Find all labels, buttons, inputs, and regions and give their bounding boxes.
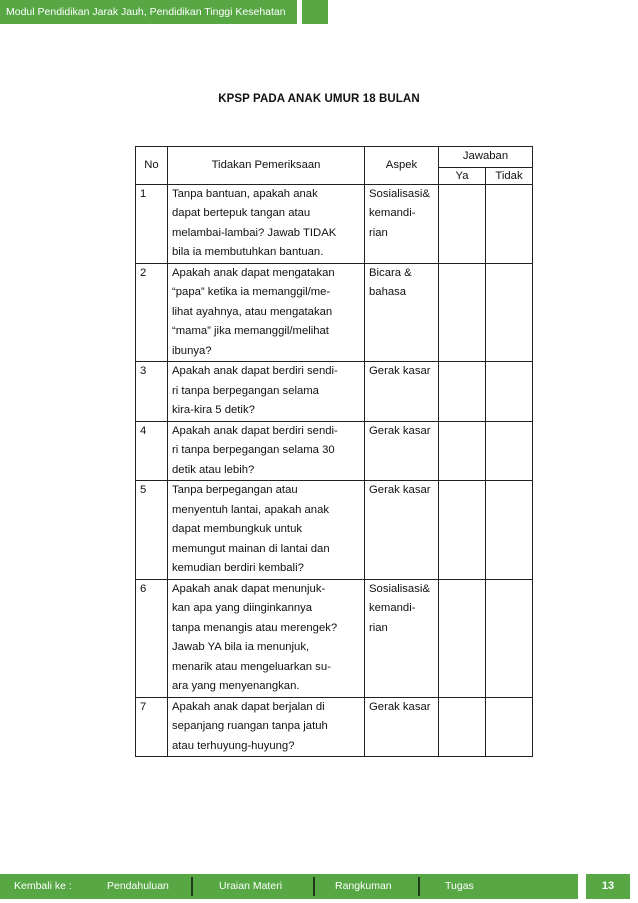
row-tindakan [168,263,365,362]
tindakan-line: ri tanpa berpegangan selama [172,384,319,397]
row-tindakan [168,184,365,263]
row-number: 7 [136,697,168,757]
answer-tidak-cell[interactable] [486,579,533,697]
row-aspek [365,481,439,580]
answer-ya-cell[interactable] [439,362,486,422]
row-number: 1 [136,184,168,263]
answer-ya-cell[interactable] [439,481,486,580]
tindakan-line: Jawab YA bila ia menunjuk, [172,641,310,653]
tindakan-line: Apakah anak dapat berdiri sendi- [172,365,338,377]
tindakan-line: dapat bertepuk tangan atau [172,207,311,219]
aspek-line: Bicara & [369,266,412,279]
aspek-line: Gerak kasar [369,700,431,713]
tindakan-line: dapat membungkuk untuk [172,523,302,535]
answer-ya-cell[interactable] [439,421,486,481]
footer-nav [0,874,578,899]
row-aspek [365,421,439,481]
aspek-line: kemandi- [369,602,416,614]
answer-ya-cell[interactable] [439,579,486,697]
tindakan-line: Apakah anak dapat berjalan di [172,700,325,713]
row-tindakan [168,481,365,580]
banner-square [302,0,328,24]
answer-tidak-cell[interactable] [486,421,533,481]
kpsp-table [135,146,533,757]
aspek-line: Sosialisasi& [369,187,430,200]
row-tindakan [168,697,365,757]
table-row [136,481,533,580]
row-tindakan [168,421,365,481]
row-aspek [365,184,439,263]
tindakan-line: lihat ayahnya, atau mengatakan [172,305,333,318]
row-aspek [365,579,439,697]
tindakan-line: Apakah anak dapat berdiri sendi- [172,424,338,437]
tindakan-line: Apakah anak dapat menunjuk- [172,582,326,595]
tindakan-line: atau terhuyung-huyung? [172,739,295,752]
aspek-line: bahasa [369,286,407,298]
table-row [136,421,533,481]
nav-tugas[interactable]: Tugas [445,880,474,892]
aspek-line: Gerak kasar [369,424,431,437]
answer-tidak-cell[interactable] [486,697,533,757]
aspek-line: kemandi- [369,207,416,219]
page-title: KPSP PADA ANAK UMUR 18 BULAN [218,93,420,105]
nav-separator [418,877,420,896]
nav-uraian-materi[interactable]: Uraian Materi [219,880,283,892]
tindakan-line: bila ia membutuhkan bantuan. [172,246,324,258]
tindakan-line: “papa” ketika ia memanggil/me- [172,286,331,298]
table-row [136,263,533,362]
tindakan-line: detik atau lebih? [172,463,255,476]
nav-separator [313,877,315,896]
nav-pendahuluan[interactable]: Pendahuluan [107,880,169,892]
answer-ya-cell[interactable] [439,263,486,362]
tindakan-line: menyentuh lantai, apakah anak [172,503,330,516]
tindakan-line: ara yang menyenangkan. [172,680,300,692]
tindakan-line: memungut mainan di lantai dan [172,542,330,555]
aspek-line: Gerak kasar [369,365,431,377]
row-tindakan [168,362,365,422]
header-no: No [136,147,168,185]
aspek-line: rian [369,621,388,634]
answer-ya-cell[interactable] [439,697,486,757]
table-row [136,362,533,422]
header-ya: Ya [439,167,486,184]
back-label: Kembali ke : [14,880,72,892]
answer-tidak-cell[interactable] [486,362,533,422]
nav-separator [191,877,193,896]
answer-tidak-cell[interactable] [486,263,533,362]
tindakan-line: sepanjang ruangan tanpa jatuh [172,720,328,732]
row-number: 4 [136,421,168,481]
header-jawaban: Jawaban [439,147,533,168]
aspek-line: Gerak kasar [369,484,431,496]
table-row [136,697,533,757]
tindakan-line: kira-kira 5 detik? [172,404,255,416]
page-number: 13 [586,874,630,899]
tindakan-line: Apakah anak dapat mengatakan [172,266,335,279]
table-row [136,184,533,263]
tindakan-line: Tanpa bantuan, apakah anak [172,187,318,200]
tindakan-line: melambai-lambai? Jawab TIDAK [172,226,337,239]
nav-rangkuman[interactable]: Rangkuman [335,880,392,892]
tindakan-line: ri tanpa berpegangan selama 30 [172,444,335,456]
row-tindakan [168,579,365,697]
kpsp-table-body [136,184,533,757]
row-number: 5 [136,481,168,580]
tindakan-line: menarik atau mengeluarkan su- [172,660,331,673]
tindakan-line: kan apa yang diinginkannya [172,602,313,614]
row-number: 6 [136,579,168,697]
tindakan-line: Tanpa berpegangan atau [172,484,298,496]
aspek-line: rian [369,226,388,239]
row-aspek [365,362,439,422]
aspek-line: Sosialisasi& [369,582,430,595]
answer-tidak-cell[interactable] [486,481,533,580]
row-number: 3 [136,362,168,422]
module-banner: Modul Pendidikan Jarak Jauh, Pendidikan Tinggi Kesehatan [0,0,297,24]
answer-ya-cell[interactable] [439,184,486,263]
header-aspek: Aspek [365,147,439,185]
table-row [136,579,533,697]
row-aspek [365,263,439,362]
row-number: 2 [136,263,168,362]
tindakan-line: kemudian berdiri kembali? [172,562,304,574]
answer-tidak-cell[interactable] [486,184,533,263]
header-tindakan: Tidakan Pemeriksaan [168,147,365,185]
tindakan-line: ibunya? [172,344,212,357]
tindakan-line: “mama” jika memanggil/melihat [172,325,329,337]
row-aspek [365,697,439,757]
tindakan-line: tanpa menangis atau merengek? [172,621,338,634]
header-tidak: Tidak [486,167,533,184]
